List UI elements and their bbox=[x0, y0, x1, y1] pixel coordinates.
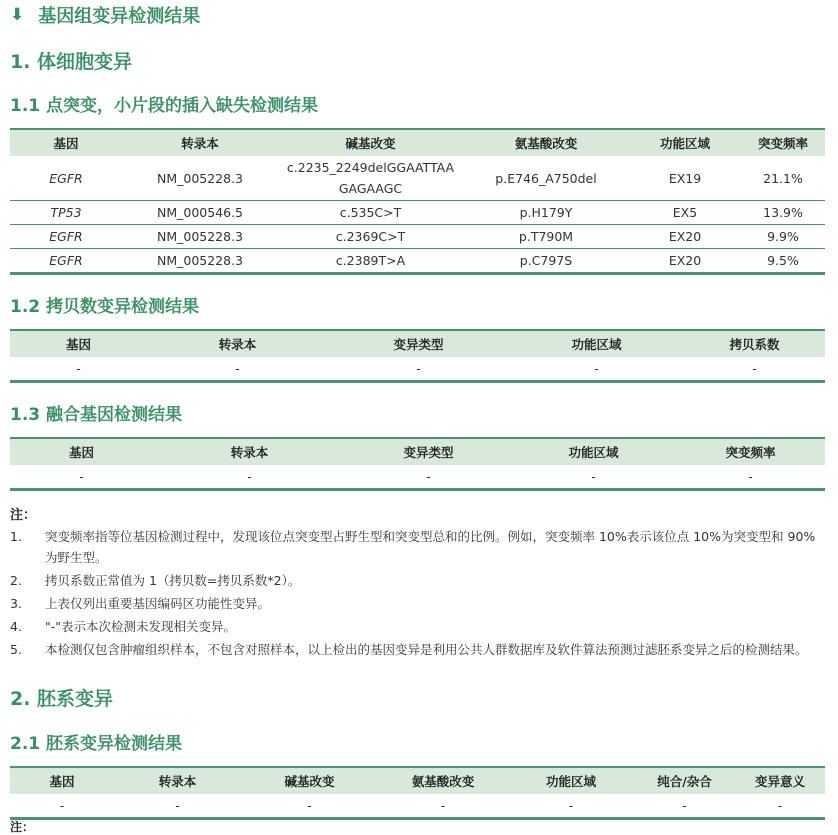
note-number: 3. bbox=[10, 596, 22, 611]
col-header-significance: 变异意义 bbox=[735, 767, 825, 794]
base-change-line-1: c.2235_2249delGGAATTAA bbox=[286, 160, 455, 175]
base-change-cell: c.2389T>A bbox=[278, 249, 463, 274]
transcript-cell: NM_005228.3 bbox=[122, 225, 278, 249]
gene-cell: EGFR bbox=[10, 225, 122, 249]
col-header-frequency: 突变频率 bbox=[676, 438, 825, 465]
col-header-gene: 基因 bbox=[10, 129, 122, 156]
col-header-base-change: 碱基改变 bbox=[278, 129, 463, 156]
col-header-frequency: 突变频率 bbox=[741, 129, 825, 156]
somatic-title: 1. 体细胞变异 bbox=[10, 51, 133, 73]
table-cell: - bbox=[114, 794, 241, 819]
table-row bbox=[10, 794, 825, 819]
germline-title: 2. 胚系变异 bbox=[10, 688, 114, 710]
note-number: 4. bbox=[10, 619, 22, 634]
note-text: 上表仅列出重要基因编码区功能性变异。 bbox=[45, 596, 271, 611]
base-change-line-2: GAGAAGC bbox=[338, 181, 403, 196]
table-row bbox=[10, 465, 825, 490]
list-item bbox=[10, 639, 825, 660]
table-row bbox=[10, 156, 825, 201]
col-header-gene: 基因 bbox=[10, 767, 114, 794]
section-heading bbox=[10, 2, 200, 28]
table-cell: - bbox=[378, 794, 508, 819]
table-cell: - bbox=[511, 465, 676, 490]
aa-change-cell: p.E746_A750del bbox=[463, 156, 629, 201]
col-header-region: 功能区域 bbox=[629, 129, 741, 156]
aa-change-cell: p.H179Y bbox=[463, 201, 629, 225]
trailing-note: 注： bbox=[10, 820, 35, 834]
point-mutation-title: 1.1 点突变，小片段的插入缺失检测结果 bbox=[10, 96, 319, 116]
col-header-region: 功能区域 bbox=[509, 330, 684, 357]
note-text: 本检测仅包含肿瘤组织样本，不包含对照样本，以上检出的基因变异是利用公共人群数据库及软件算法预测过滤胚系变异之后的检测结果。 bbox=[45, 642, 808, 657]
col-header-aa-change: 氨基酸改变 bbox=[378, 767, 508, 794]
cnv-title: 1.2 拷贝数变异检测结果 bbox=[10, 297, 200, 317]
table-header-row bbox=[10, 438, 825, 465]
col-header-transcript: 转录本 bbox=[153, 438, 346, 465]
base-change-cell: c.2369C>T bbox=[278, 225, 463, 249]
list-item bbox=[10, 570, 825, 591]
gene-cell: EGFR bbox=[10, 156, 122, 201]
notes-list bbox=[10, 526, 825, 662]
notes-title: 注： bbox=[10, 508, 37, 523]
frequency-cell: 21.1% bbox=[741, 156, 825, 201]
table-header-row bbox=[10, 330, 825, 357]
cnv-table bbox=[10, 329, 825, 383]
table-cell: - bbox=[147, 357, 328, 382]
note-number: 1. bbox=[10, 529, 22, 544]
note-text: "-"表示本次检测未发现相关变异。 bbox=[45, 619, 237, 634]
col-header-gene: 基因 bbox=[10, 438, 153, 465]
frequency-cell: 9.5% bbox=[741, 249, 825, 274]
table-cell: - bbox=[153, 465, 346, 490]
table-cell: - bbox=[509, 357, 684, 382]
list-item bbox=[10, 526, 825, 568]
col-header-region: 功能区域 bbox=[511, 438, 676, 465]
fusion-table bbox=[10, 437, 825, 491]
table-row bbox=[10, 225, 825, 249]
section-title: 基因组变异检测结果 bbox=[38, 6, 201, 27]
col-header-transcript: 转录本 bbox=[122, 129, 278, 156]
note-text: 突变频率指等位基因检测过程中，发现该位点突变型占野生型和突变型总和的比例。例如，突变频率 10%表示该位点 10%为突变型和 90%为野生型。 bbox=[45, 529, 816, 565]
table-cell: - bbox=[328, 357, 509, 382]
table-cell: - bbox=[346, 465, 511, 490]
col-header-aa-change: 氨基酸改变 bbox=[463, 129, 629, 156]
region-cell: EX5 bbox=[629, 201, 741, 225]
region-cell: EX20 bbox=[629, 225, 741, 249]
transcript-cell: NM_000546.5 bbox=[122, 201, 278, 225]
col-header-base-change: 碱基改变 bbox=[241, 767, 378, 794]
arrow-down-icon: ⬇ bbox=[10, 5, 25, 25]
germline-sub-title: 2.1 胚系变异检测结果 bbox=[10, 734, 183, 754]
table-cell: - bbox=[508, 794, 634, 819]
table-cell: - bbox=[241, 794, 378, 819]
germline-table bbox=[10, 766, 825, 820]
frequency-cell: 9.9% bbox=[741, 225, 825, 249]
table-cell: - bbox=[676, 465, 825, 490]
base-change-cell: c.535C>T bbox=[278, 201, 463, 225]
region-cell: EX20 bbox=[629, 249, 741, 274]
list-item bbox=[10, 593, 825, 614]
table-cell: - bbox=[10, 465, 153, 490]
table-header-row bbox=[10, 129, 825, 156]
col-header-region: 功能区域 bbox=[508, 767, 634, 794]
aa-change-cell: p.T790M bbox=[463, 225, 629, 249]
col-header-zygosity: 纯合/杂合 bbox=[634, 767, 735, 794]
point-mutation-table bbox=[10, 128, 825, 275]
note-number: 5. bbox=[10, 642, 22, 657]
col-header-gene: 基因 bbox=[10, 330, 147, 357]
col-header-copy-coefficient: 拷贝系数 bbox=[684, 330, 825, 357]
col-header-variant-type: 变异类型 bbox=[328, 330, 509, 357]
col-header-transcript: 转录本 bbox=[114, 767, 241, 794]
table-cell: - bbox=[735, 794, 825, 819]
table-cell: - bbox=[684, 357, 825, 382]
table-row bbox=[10, 357, 825, 382]
aa-change-cell: p.C797S bbox=[463, 249, 629, 274]
base-change-cell bbox=[278, 156, 463, 201]
col-header-transcript: 转录本 bbox=[147, 330, 328, 357]
table-row bbox=[10, 201, 825, 225]
table-cell: - bbox=[10, 794, 114, 819]
table-cell: - bbox=[10, 357, 147, 382]
list-item bbox=[10, 616, 825, 637]
region-cell: EX19 bbox=[629, 156, 741, 201]
fusion-title: 1.3 融合基因检测结果 bbox=[10, 405, 183, 425]
frequency-cell: 13.9% bbox=[741, 201, 825, 225]
col-header-variant-type: 变异类型 bbox=[346, 438, 511, 465]
transcript-cell: NM_005228.3 bbox=[122, 156, 278, 201]
table-row bbox=[10, 249, 825, 274]
table-header-row bbox=[10, 767, 825, 794]
gene-cell: TP53 bbox=[10, 201, 122, 225]
note-text: 拷贝系数正常值为 1（拷贝数=拷贝系数*2）。 bbox=[45, 573, 301, 588]
table-cell: - bbox=[634, 794, 735, 819]
gene-cell: EGFR bbox=[10, 249, 122, 274]
transcript-cell: NM_005228.3 bbox=[122, 249, 278, 274]
note-number: 2. bbox=[10, 573, 22, 588]
